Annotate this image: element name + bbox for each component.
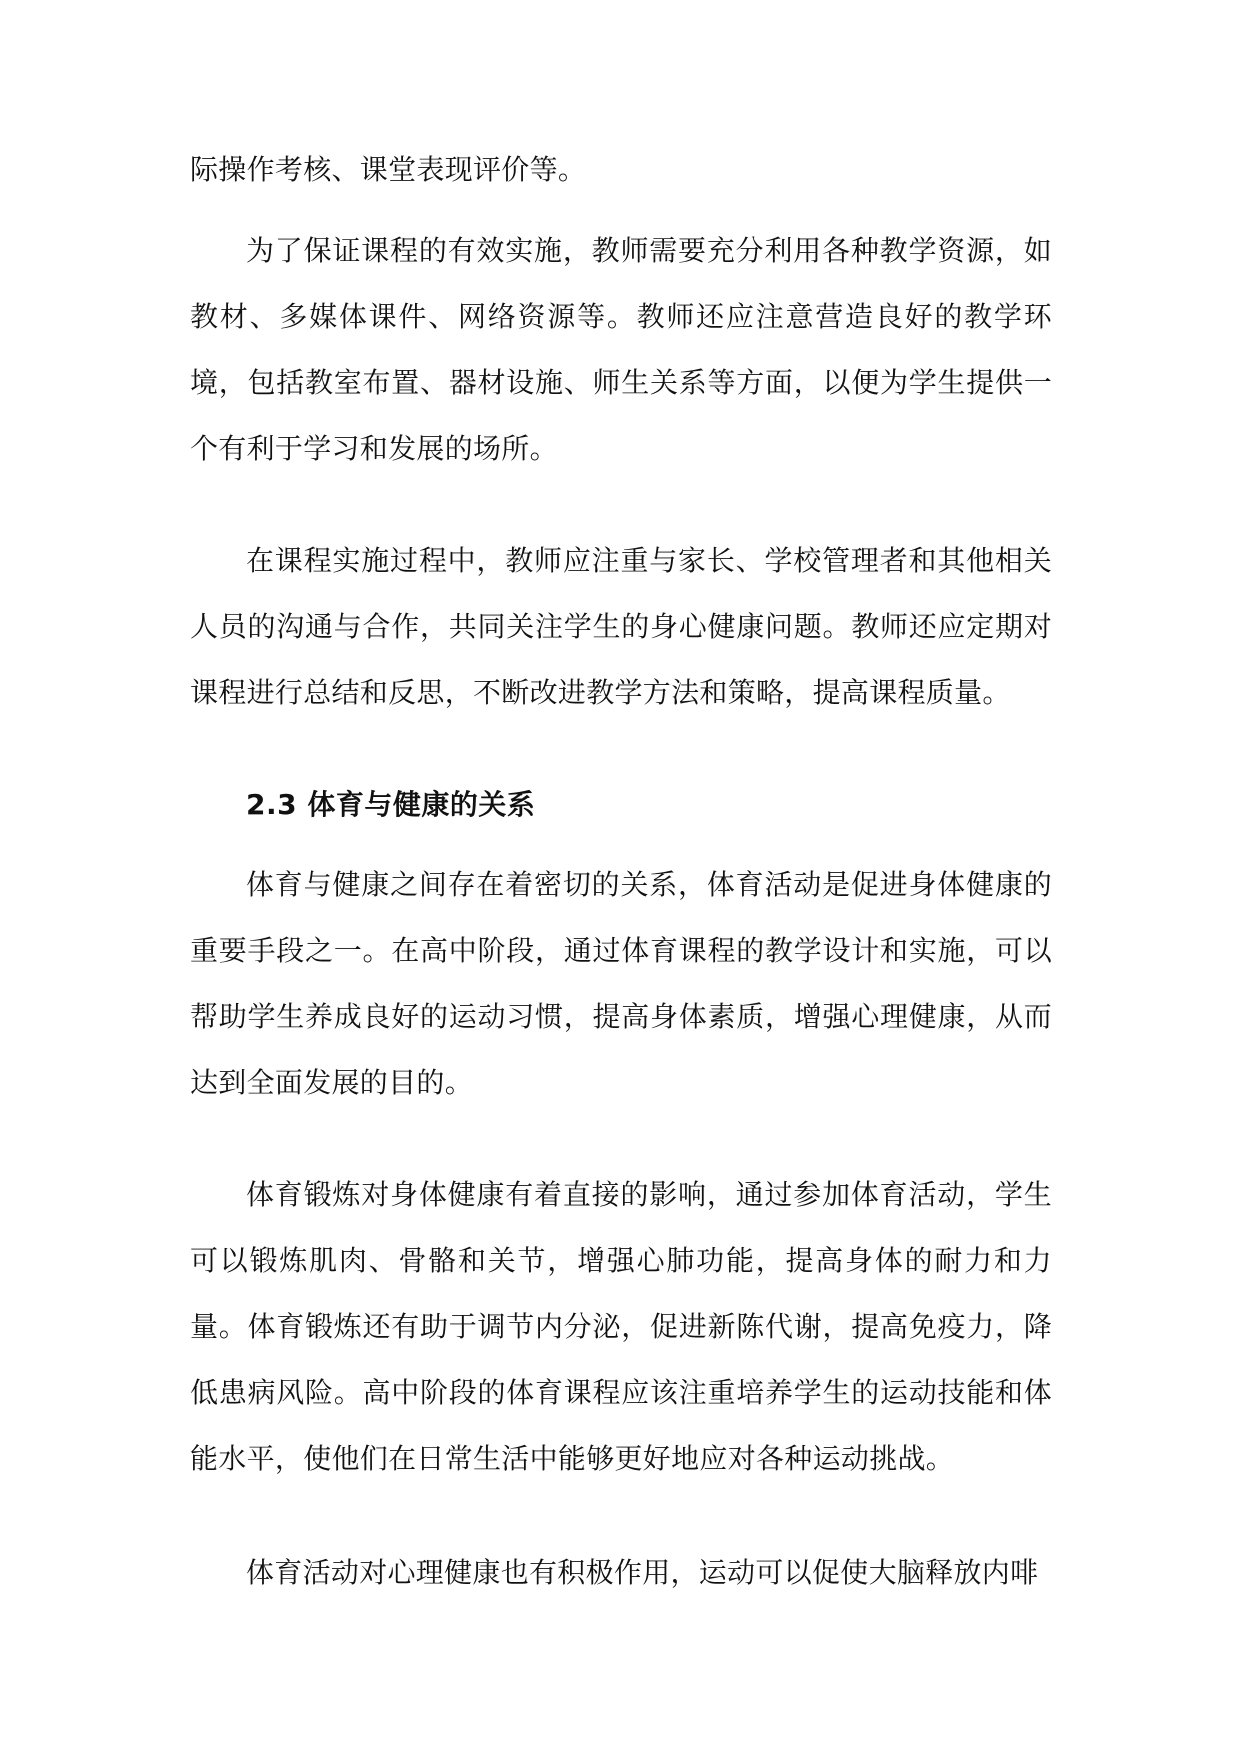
paragraph-teaching-resources: 为了保证课程的有效实施，教师需要充分利用各种教学资源，如教材、多媒体课件、网络资源等。教师还应注意营造良好的教学环境，包括教室布置、器材设施、师生关系等方面，以便为学生提供一个有利于学习和发展的场所。 bbox=[190, 234, 1052, 465]
paragraph-pe-health-relation: 体育与健康之间存在着密切的关系，体育活动是促进身体健康的重要手段之一。在高中阶段，通过体育课程的教学设计和实施，可以帮助学生养成良好的运动习惯，提高身体素质，增强心理健康，从而达到全面发展的目的。 bbox=[190, 868, 1052, 1099]
paragraph-mental-health: 体育活动对心理健康也有积极作用，运动可以促使大脑释放内啡 bbox=[246, 1556, 1039, 1589]
paragraph-communication: 在课程实施过程中，教师应注重与家长、学校管理者和其他相关人员的沟通与合作，共同关注学生的身心健康问题。教师还应定期对课程进行总结和反思，不断改进教学方法和策略，提高课程质量。 bbox=[190, 544, 1052, 709]
paragraph-physical-exercise: 体育锻炼对身体健康有着直接的影响，通过参加体育活动，学生可以锻炼肌肉、骨骼和关节，增强心肺功能，提高身体的耐力和力量。体育锻炼还有助于调节内分泌，促进新陈代谢，提高免疫力，降低患病风险。高中阶段的体育课程应该注重培养学生的运动技能和体能水平，使他们在日常生活中能够更好地应对各种运动挑战。 bbox=[190, 1178, 1052, 1475]
section-heading: 2.3 体育与健康的关系 bbox=[246, 788, 536, 821]
paragraph-continuation: 际操作考核、课堂表现评价等。 bbox=[190, 153, 587, 186]
